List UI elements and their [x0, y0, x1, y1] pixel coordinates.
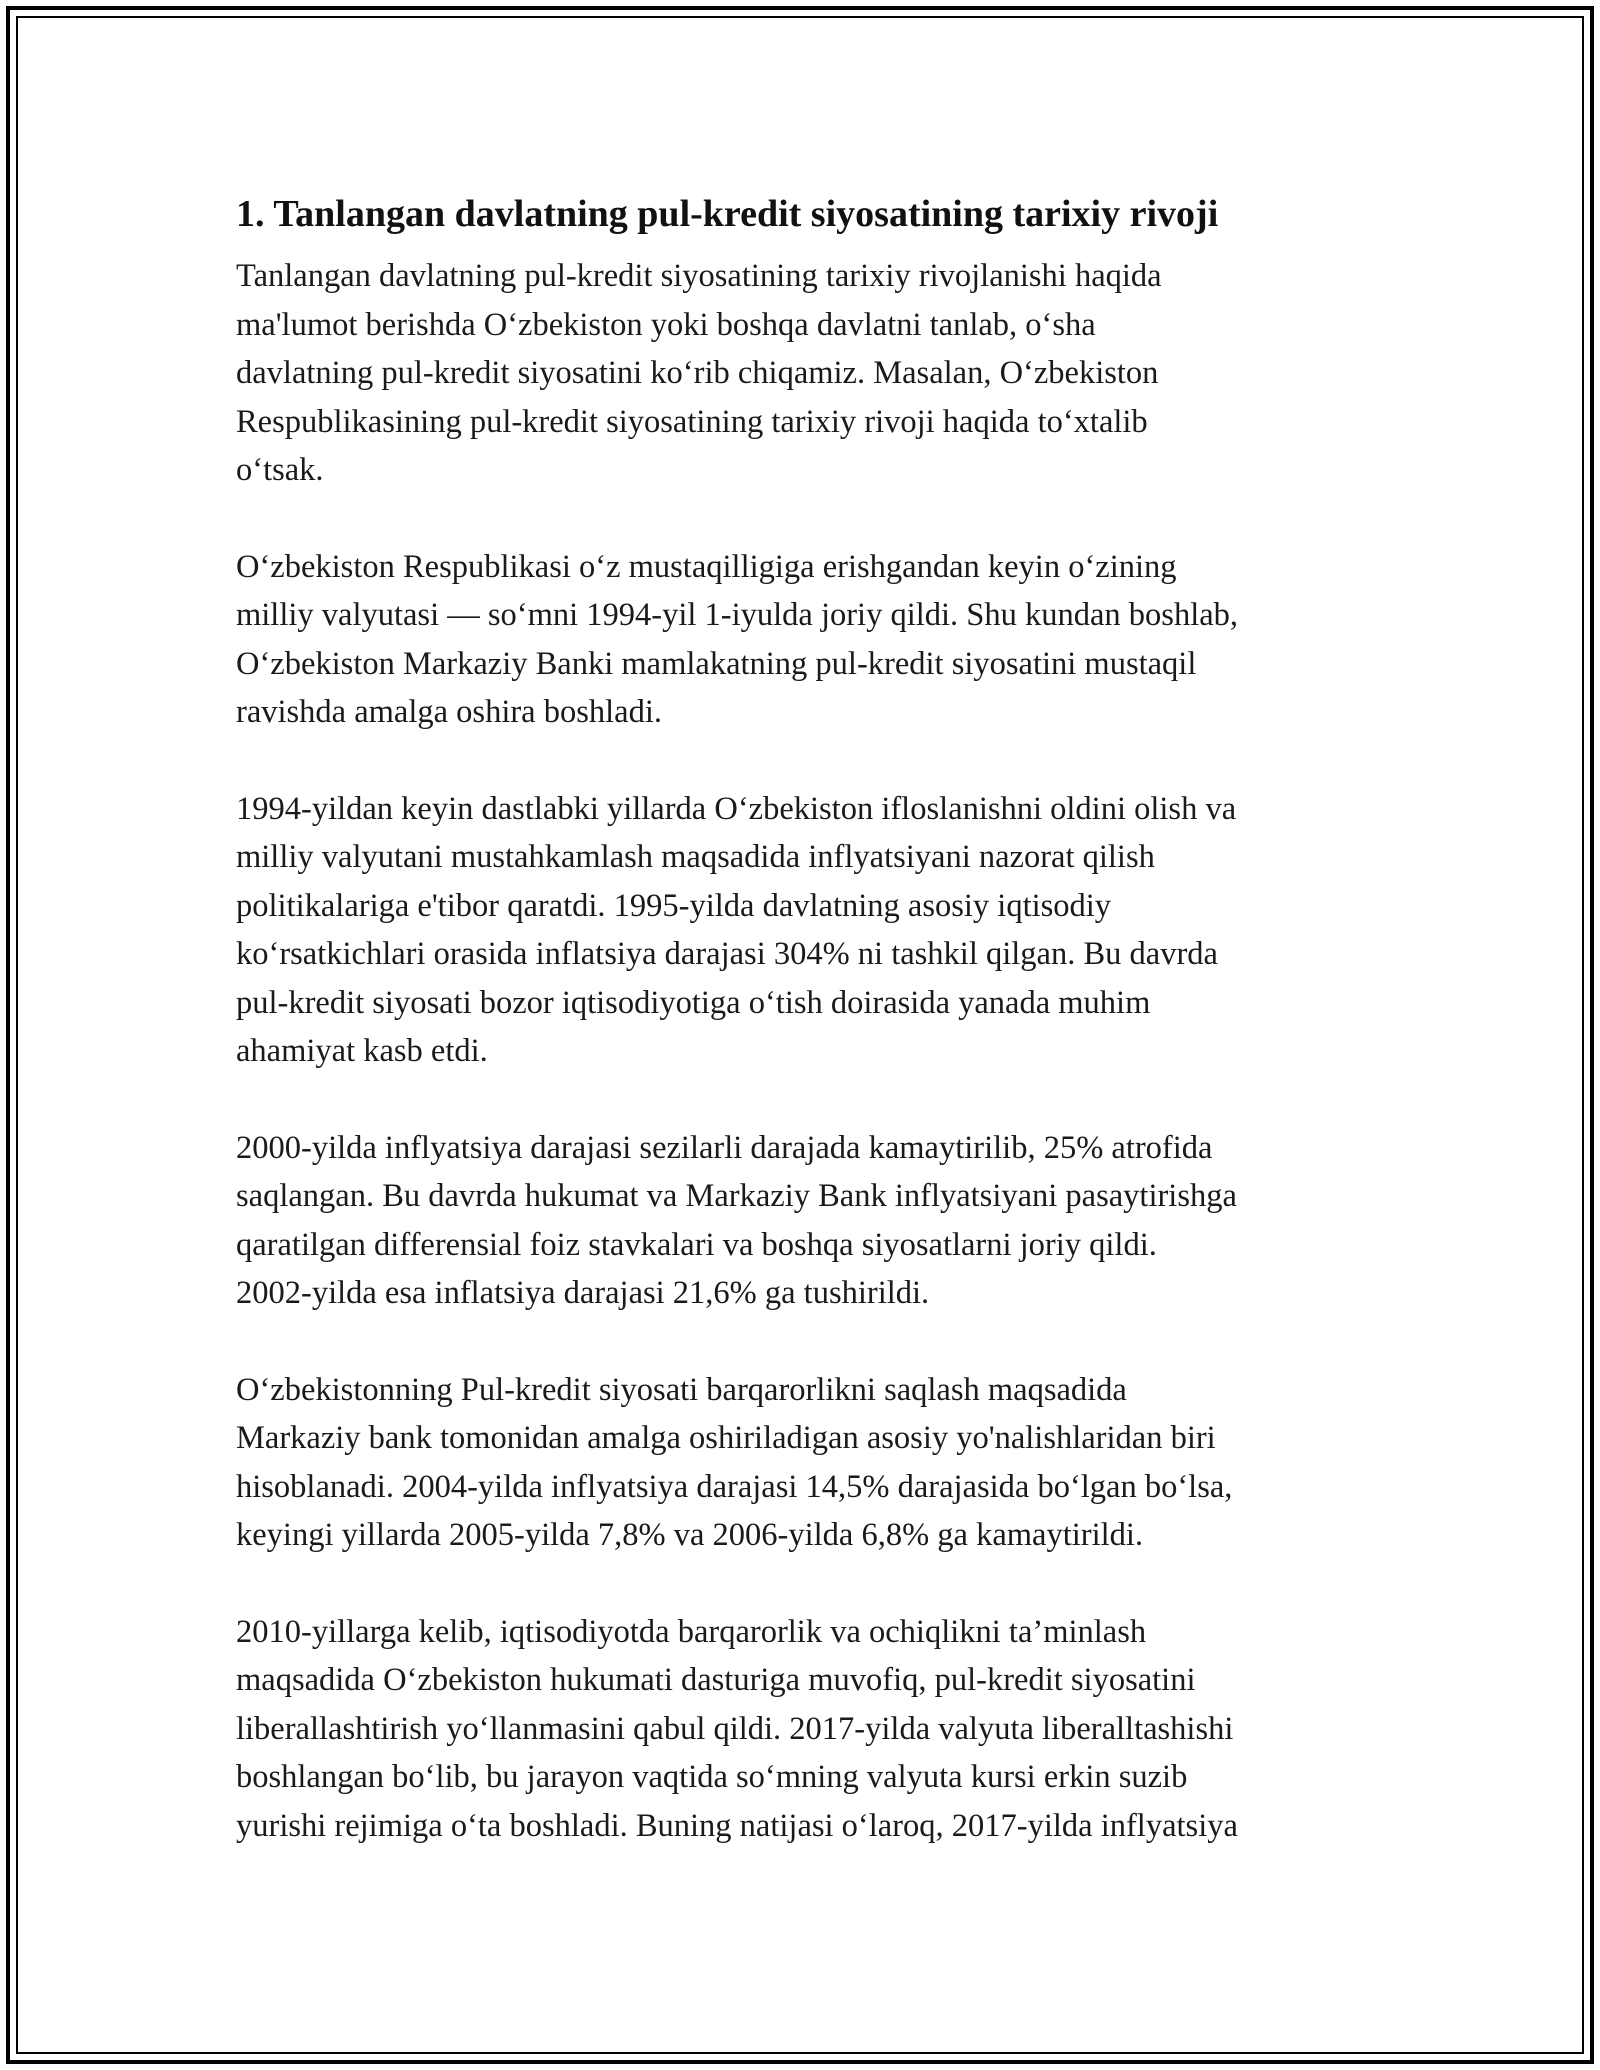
text-line: O‘zbekistonning Pul-kredit siyosati barqarorlikni saqlash maqsadida: [236, 1371, 1127, 1408]
text-line: o‘tsak.: [236, 452, 324, 488]
text-line: politikalariga e'tibor qaratdi. 1995-yilda davlatning asosiy iqtisodiy: [236, 887, 1112, 924]
text-line: milliy valyutani mustahkamlash maqsadida inflyatsiyani nazorat qilish: [236, 839, 1155, 875]
text-line: 1994-yildan keyin dastlabki yillarda O‘zbekiston ifloslanishni oldini olish va: [236, 790, 1237, 827]
paragraph-1994: [236, 785, 1386, 1076]
text-line: maqsadida O‘zbekiston hukumati dasturiga muvofiq, pul-kredit siyosatini: [236, 1662, 1196, 1698]
paragraph-stability: [236, 1366, 1386, 1560]
text-line: saqlangan. Bu davrda hukumat va Markaziy Bank inflyatsiyani pasaytirishga: [236, 1178, 1237, 1214]
text-line: ravishda amalga oshira boshladi.: [236, 694, 662, 730]
paragraph-intro: [236, 252, 1386, 495]
text-line: boshlangan bo‘lib, bu jarayon vaqtida so‘mning valyuta kursi erkin suzib: [236, 1759, 1188, 1795]
text-line: 2010-yillarga kelib, iqtisodiyotda barqarorlik va ochiqlikni ta’minlash: [236, 1613, 1147, 1650]
text-line: 2000-yilda inflyatsiya darajasi sezilarli darajada kamaytirilib, 25% atrofida: [236, 1129, 1213, 1166]
paragraph-2000: [236, 1124, 1386, 1318]
text-line: 2002-yilda esa inflatsiya darajasi 21,6% ga tushirildi.: [236, 1275, 930, 1311]
text-line: ma'lumot berishda O‘zbekiston yoki boshqa davlatni tanlab, o‘sha: [236, 306, 1096, 343]
text-line: ahamiyat kasb etdi.: [236, 1033, 488, 1069]
text-line: hisoblanadi. 2004-yilda inflyatsiya darajasi 14,5% darajasida bo‘lgan bo‘lsa,: [236, 1468, 1233, 1505]
paragraph-independence: [236, 543, 1386, 737]
document-body: [236, 186, 1386, 1898]
text-line: O‘zbekiston Markaziy Banki mamlakatning pul-kredit siyosatini mustaqil: [236, 645, 1197, 682]
text-line: keyingi yillarda 2005-yilda 7,8% va 2006-yilda 6,8% ga kamaytirildi.: [236, 1517, 1144, 1553]
text-line: yurishi rejimiga o‘ta boshladi. Buning natijasi o‘laroq, 2017-yilda inflyatsiya: [236, 1807, 1238, 1844]
section-heading: 1. Tanlangan davlatning pul-kredit siyosatining tarixiy rivoji: [236, 193, 1219, 235]
text-line: milliy valyutasi — so‘mni 1994-yil 1-iyulda joriy qildi. Shu kundan boshlab,: [236, 597, 1239, 633]
text-line: liberallashtirish yo‘llanmasini qabul qildi. 2017-yilda valyuta liberalltashishi: [236, 1710, 1234, 1747]
text-line: O‘zbekiston Respublikasi o‘z mustaqilligiga erishgandan keyin o‘zining: [236, 548, 1177, 585]
paragraph-2010s: [236, 1608, 1386, 1851]
text-line: pul-kredit siyosati bozor iqtisodiyotiga o‘tish doirasida yanada muhim: [236, 984, 1151, 1021]
text-line: Respublikasining pul-kredit siyosatining tarixiy rivoji haqida to‘xtalib: [236, 403, 1148, 440]
text-line: Tanlangan davlatning pul-kredit siyosatining tarixiy rivojlanishi haqida: [236, 258, 1162, 294]
text-line: Markaziy bank tomonidan amalga oshiriladigan asosiy yo'nalishlaridan biri: [236, 1420, 1216, 1456]
text-line: ko‘rsatkichlari orasida inflatsiya darajasi 304% ni tashkil qilgan. Bu davrda: [236, 936, 1218, 972]
text-line: qaratilgan differensial foiz stavkalari va boshqa siyosatlarni joriy qildi.: [236, 1226, 1157, 1263]
text-line: davlatning pul-kredit siyosatini ko‘rib chiqamiz. Masalan, O‘zbekiston: [236, 355, 1159, 391]
